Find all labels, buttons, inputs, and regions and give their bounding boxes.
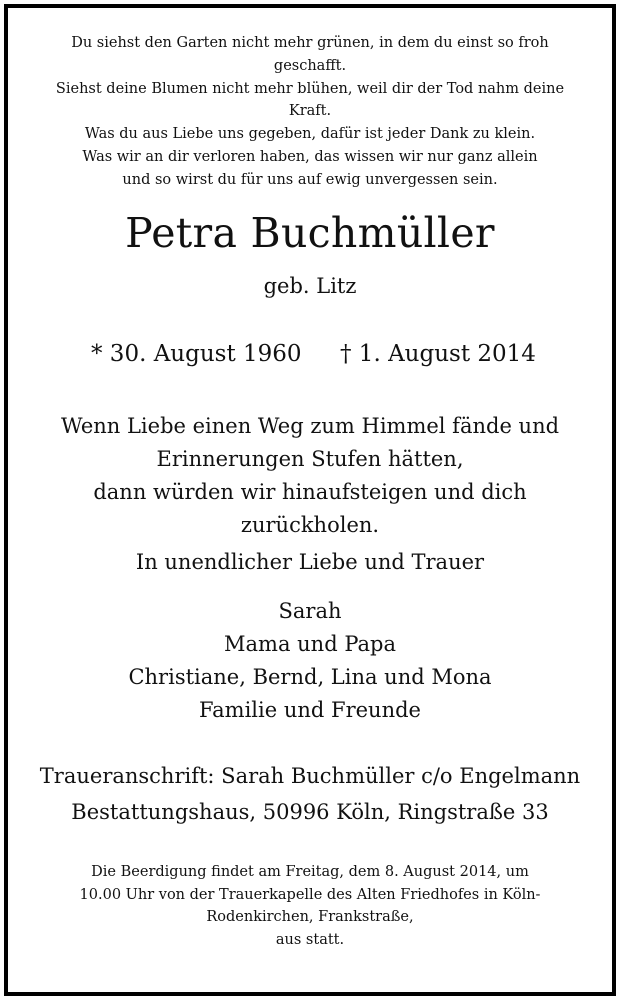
family-list <box>0 595 620 727</box>
funeral-line: Rodenkirchen, Frankstraße, <box>206 909 414 925</box>
poem-line: Was wir an dir verloren haben, das wissen wir nur ganz allein <box>82 148 538 165</box>
quote-line: Wenn Liebe einen Weg zum Himmel fände und <box>60 414 560 438</box>
death-date: † 1. August 2014 <box>340 341 536 367</box>
poem-line: Siehst deine Blumen nicht mehr blühen, weil dir der Tod nahm deine <box>55 80 565 97</box>
family-member: Mama und Papa <box>224 632 396 656</box>
address-line: Bestattungshaus, 50996 Köln, Ringstraße 33 <box>71 800 549 824</box>
family-member: Christiane, Bernd, Lina und Mona <box>128 665 492 689</box>
birth-date: * 30. August 1960 <box>91 341 302 367</box>
funeral-details <box>20 861 600 951</box>
quote-line: Erinnerungen Stufen hätten, <box>156 447 464 471</box>
quote-line: dann würden wir hinaufsteigen und dich <box>93 480 527 504</box>
funeral-line: 10.00 Uhr von der Trauerkapelle des Alten Friedhofes in Köln- <box>79 886 541 903</box>
poem-line: Du siehst den Garten nicht mehr grünen, in dem du einst so froh <box>71 35 549 51</box>
mourning-line: In unendlicher Liebe und Trauer <box>135 550 485 574</box>
poem-line: und so wirst du für uns auf ewig unvergessen sein. <box>122 171 498 188</box>
family-member: Sarah <box>278 599 342 623</box>
condolence-address <box>0 758 620 830</box>
maiden-name: geb. Litz <box>263 274 357 298</box>
family-member: Familie und Freunde <box>199 698 421 722</box>
address-line: Traueranschrift: Sarah Buchmüller c/o Engelmann <box>39 764 581 788</box>
funeral-line: aus statt. <box>275 931 345 948</box>
deceased-name: Petra Buchmüller <box>125 209 495 257</box>
poem-line: Kraft. <box>288 103 332 120</box>
funeral-line: Die Beerdigung findet am Freitag, dem 8. August 2014, um <box>91 864 529 880</box>
poem-line: Was du aus Liebe uns gegeben, dafür ist jeder Dank zu klein. <box>84 126 536 143</box>
memorial-poem <box>30 32 590 192</box>
memorial-quote <box>20 410 600 542</box>
poem-line: geschafft. <box>273 57 347 74</box>
quote-line: zurückholen. <box>240 513 380 537</box>
